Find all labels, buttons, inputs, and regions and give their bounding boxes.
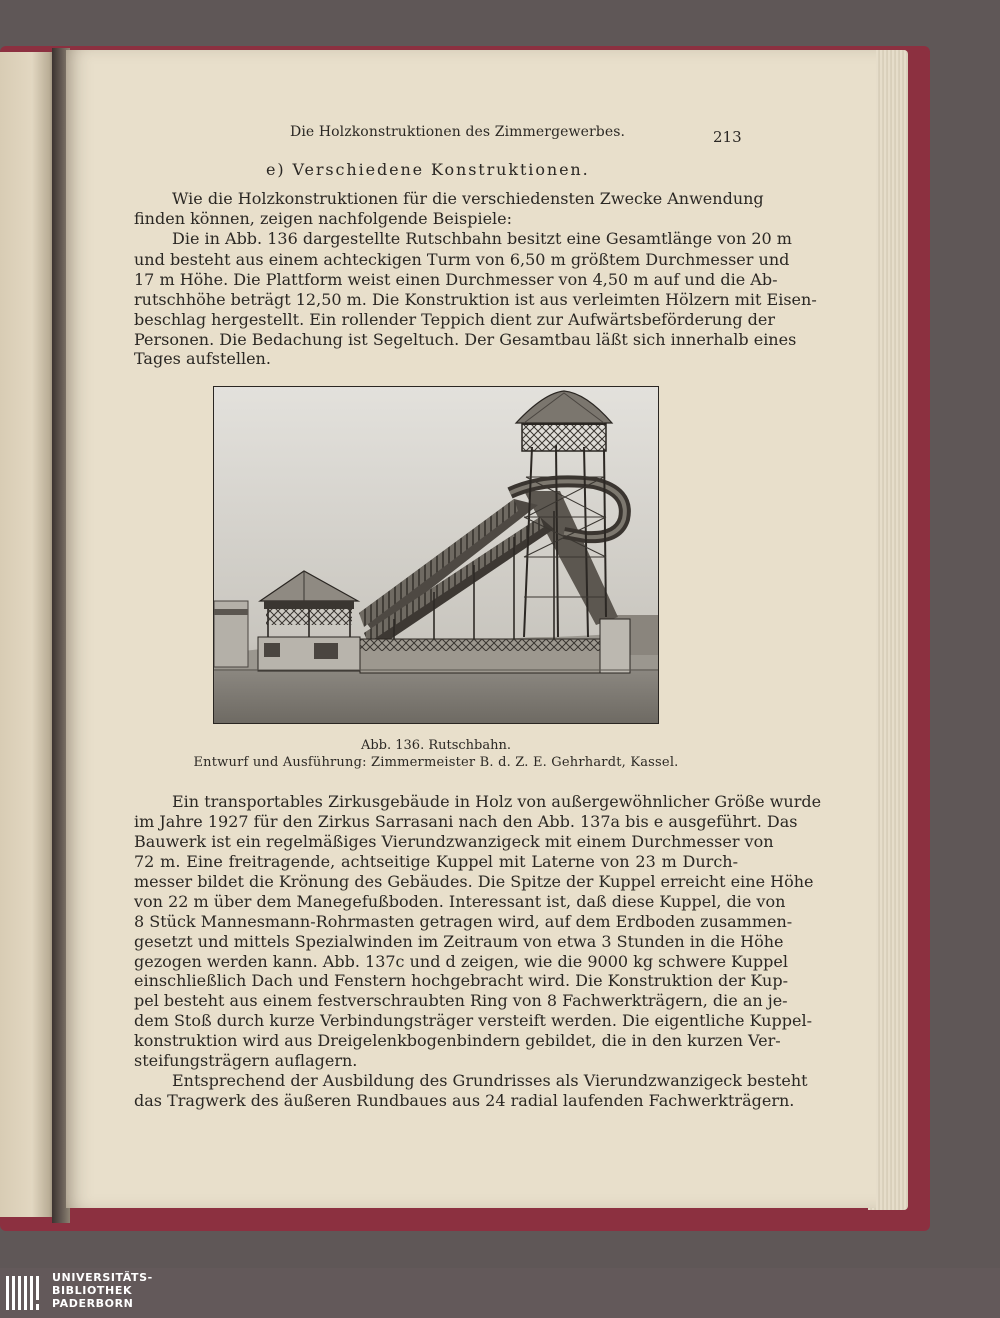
text-line: Die in Abb. 136 dargestellte Rutschbahn besitzt eine Gesamtlänge von 20 m: [172, 229, 792, 248]
text-line: Ein transportables Zirkusgebäude in Holz von außergewöhnlicher Größe wurde: [172, 792, 822, 811]
library-name-line-3: PADERBORN: [52, 1297, 134, 1310]
text-line: Bauwerk ist ein regelmäßiges Vierundzwanzigeck mit einem Durchmesser von: [134, 832, 774, 851]
text-line: messer bildet die Krönung des Gebäudes. Die Spitze der Kuppel erreicht eine Höhe: [134, 872, 814, 891]
text-line: 72 m. Eine freitragende, achtseitige Kuppel mit Laterne von 23 m Durch-: [134, 852, 738, 871]
text-line: Wie die Holzkonstruktionen für die verschiedensten Zwecke Anwendung: [172, 189, 764, 208]
left-page-edge: [0, 52, 58, 1217]
text-line: rutschhöhe beträgt 12,50 m. Die Konstruktion ist aus verleimten Hölzern mit Eisen-: [134, 290, 817, 309]
rutschbahn-photo-illustration: [214, 387, 658, 723]
text-line: im Jahre 1927 für den Zirkus Sarrasani nach den Abb. 137a bis e ausgeführt. Das: [134, 812, 798, 831]
text-line: und besteht aus einem achteckigen Turm von 6,50 m größtem Durchmesser und: [134, 250, 790, 269]
text-line: pel besteht aus einem festverschraubten Ring von 8 Fachwerkträgern, die an je-: [134, 991, 788, 1010]
text-line: gezogen werden kann. Abb. 137c und d zeigen, wie die 9000 kg schwere Kuppel: [134, 952, 788, 971]
text-line: einschließlich Dach und Fenstern hochgebracht wird. Die Konstruktion der Kup-: [134, 971, 788, 990]
section-heading: e) Verschiedene Konstruktionen.: [266, 160, 590, 179]
text-line: 8 Stück Mannesmann-Rohrmasten getragen wird, auf dem Erdboden zusammen-: [134, 912, 793, 931]
page-number: 213: [713, 128, 742, 146]
running-title: Die Holzkonstruktionen des Zimmergewerbes.: [290, 124, 626, 140]
text-line: beschlag hergestellt. Ein rollender Teppich dient zur Aufwärtsbeförderung der: [134, 310, 776, 329]
text-line: 17 m Höhe. Die Plattform weist einen Durchmesser von 4,50 m auf und die Ab-: [134, 270, 778, 289]
figure-caption-credit: Entwurf und Ausführung: Zimmermeister B. d. Z. E. Gehrhardt, Kassel.: [193, 755, 679, 770]
text-line: das Tragwerk des äußeren Rundbaues aus 24 radial laufenden Fachwerkträgern.: [134, 1091, 795, 1110]
text-line: Tages aufstellen.: [134, 349, 271, 368]
text-line: dem Stoß durch kurze Verbindungsträger versteift werden. Die eigentliche Kuppel-: [134, 1011, 812, 1030]
library-logo-icon: [6, 1272, 46, 1314]
text-line: Personen. Die Bedachung ist Segeltuch. Der Gesamtbau läßt sich innerhalb eines: [134, 330, 797, 349]
library-name-line-1: UNIVERSITÄTS-: [52, 1271, 153, 1284]
text-line: konstruktion wird aus Dreigelenkbogenbindern gebildet, die in den kurzen Ver-: [134, 1031, 781, 1050]
text-line: von 22 m über dem Manegefußboden. Interessant ist, daß diese Kuppel, die von: [134, 892, 786, 911]
library-name-line-2: BIBLIOTHEK: [52, 1284, 133, 1297]
text-line: gesetzt und mittels Spezialwinden im Zeitraum von etwa 3 Stunden in die Höhe: [134, 932, 784, 951]
text-line: steifungsträgern auflagern.: [134, 1051, 358, 1070]
figure-caption-title: Abb. 136. Rutschbahn.: [360, 738, 512, 753]
figure-photo-rutschbahn: [213, 386, 659, 724]
text-line: finden können, zeigen nachfolgende Beispiele:: [134, 209, 513, 228]
text-line: Entsprechend der Ausbildung des Grundrisses als Vierundzwanzigeck besteht: [172, 1071, 808, 1090]
